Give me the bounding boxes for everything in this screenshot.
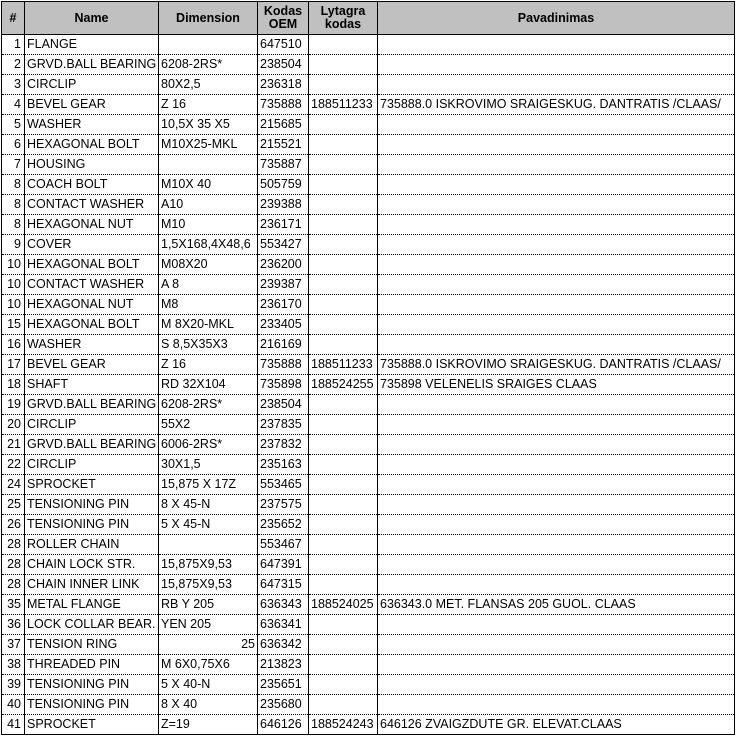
cell-kodas-oem: 237832 (258, 435, 309, 455)
cell-number: 7 (2, 155, 25, 175)
table-row (2, 175, 735, 195)
cell-dimension: 5 X 45-N (159, 515, 258, 535)
cell-dimension: 15,875X9,53 (159, 575, 258, 595)
header-number: # (2, 2, 25, 35)
cell-dimension: 6006-2RS* (159, 435, 258, 455)
cell-number: 19 (2, 395, 25, 415)
cell-lytagra-kodas (309, 415, 378, 435)
cell-lytagra-kodas (309, 275, 378, 295)
cell-name: HEXAGONAL BOLT (25, 255, 159, 275)
cell-dimension: RD 32X104 (159, 375, 258, 395)
cell-dimension: M10X 40 (159, 175, 258, 195)
table-row (2, 415, 735, 435)
cell-name: HEXAGONAL NUT (25, 295, 159, 315)
cell-number: 6 (2, 135, 25, 155)
cell-pavadinimas (378, 215, 735, 235)
cell-lytagra-kodas (309, 695, 378, 715)
table-row (2, 115, 735, 135)
cell-pavadinimas (378, 315, 735, 335)
cell-dimension: 80X2,5 (159, 75, 258, 95)
cell-kodas-oem: 236171 (258, 215, 309, 235)
header-row (2, 2, 735, 35)
cell-kodas-oem: 646126 (258, 715, 309, 735)
cell-dimension (159, 535, 258, 555)
cell-lytagra-kodas: 188511233 (309, 95, 378, 115)
table-row (2, 555, 735, 575)
table-row (2, 475, 735, 495)
cell-pavadinimas (378, 575, 735, 595)
cell-lytagra-kodas: 188524243 (309, 715, 378, 735)
cell-name: WASHER (25, 115, 159, 135)
table-row (2, 615, 735, 635)
cell-number: 40 (2, 695, 25, 715)
table-row (2, 95, 735, 115)
cell-number: 35 (2, 595, 25, 615)
cell-dimension: 30X1,5 (159, 455, 258, 475)
cell-lytagra-kodas (309, 315, 378, 335)
cell-pavadinimas (378, 435, 735, 455)
cell-dimension: Z 16 (159, 355, 258, 375)
cell-number: 28 (2, 535, 25, 555)
cell-name: ROLLER CHAIN (25, 535, 159, 555)
table-row (2, 295, 735, 315)
table-row (2, 55, 735, 75)
cell-number: 10 (2, 275, 25, 295)
cell-name: FLANGE (25, 35, 159, 55)
cell-pavadinimas (378, 455, 735, 475)
table-row (2, 695, 735, 715)
cell-lytagra-kodas (309, 75, 378, 95)
cell-name: CIRCLIP (25, 415, 159, 435)
cell-pavadinimas: 735888.0 ISKROVIMO SRAIGESKUG. DANTRATIS /CLAAS/ (378, 95, 735, 115)
cell-dimension: M 8X20-MKL (159, 315, 258, 335)
table-row (2, 315, 735, 335)
cell-number: 37 (2, 635, 25, 655)
cell-number: 18 (2, 375, 25, 395)
cell-name: SHAFT (25, 375, 159, 395)
cell-kodas-oem: 215685 (258, 115, 309, 135)
cell-dimension: M8 (159, 295, 258, 315)
table-row (2, 255, 735, 275)
table-row (2, 275, 735, 295)
cell-kodas-oem: 235163 (258, 455, 309, 475)
cell-number: 24 (2, 475, 25, 495)
cell-name: LOCK COLLAR BEAR. (25, 615, 159, 635)
cell-lytagra-kodas: 188511233 (309, 355, 378, 375)
cell-name: BEVEL GEAR (25, 95, 159, 115)
table-row (2, 135, 735, 155)
header-kodas-oem: Kodas OEM (258, 2, 309, 35)
cell-name: METAL FLANGE (25, 595, 159, 615)
cell-name: SPROCKET (25, 715, 159, 735)
cell-number: 21 (2, 435, 25, 455)
cell-dimension: M10 (159, 215, 258, 235)
cell-lytagra-kodas (309, 255, 378, 275)
cell-pavadinimas (378, 55, 735, 75)
cell-lytagra-kodas (309, 655, 378, 675)
cell-dimension: M 6X0,75X6 (159, 655, 258, 675)
cell-kodas-oem: 636342 (258, 635, 309, 655)
cell-dimension: Z=19 (159, 715, 258, 735)
cell-kodas-oem: 235651 (258, 675, 309, 695)
cell-pavadinimas (378, 75, 735, 95)
cell-kodas-oem: 237835 (258, 415, 309, 435)
cell-kodas-oem: 647315 (258, 575, 309, 595)
table-row (2, 515, 735, 535)
cell-lytagra-kodas (309, 155, 378, 175)
cell-name: CHAIN INNER LINK (25, 575, 159, 595)
cell-name: THREADED PIN (25, 655, 159, 675)
table-row (2, 235, 735, 255)
cell-dimension: 8 X 40 (159, 695, 258, 715)
cell-number: 3 (2, 75, 25, 95)
cell-pavadinimas (378, 275, 735, 295)
cell-lytagra-kodas (309, 615, 378, 635)
cell-name: WASHER (25, 335, 159, 355)
cell-name: TENSIONING PIN (25, 695, 159, 715)
cell-kodas-oem: 636343 (258, 595, 309, 615)
cell-kodas-oem: 236200 (258, 255, 309, 275)
cell-dimension: S 8,5X35X3 (159, 335, 258, 355)
cell-pavadinimas (378, 415, 735, 435)
table-row (2, 355, 735, 375)
cell-number: 28 (2, 555, 25, 575)
cell-kodas-oem: 235652 (258, 515, 309, 535)
table-row (2, 575, 735, 595)
cell-lytagra-kodas (309, 395, 378, 415)
cell-name: HEXAGONAL NUT (25, 215, 159, 235)
cell-lytagra-kodas (309, 195, 378, 215)
cell-pavadinimas (378, 475, 735, 495)
cell-lytagra-kodas (309, 55, 378, 75)
cell-dimension: 15,875 X 17Z (159, 475, 258, 495)
cell-name: CHAIN LOCK STR. (25, 555, 159, 575)
cell-name: COVER (25, 235, 159, 255)
cell-pavadinimas (378, 235, 735, 255)
header-dimension: Dimension (159, 2, 258, 35)
cell-number: 10 (2, 295, 25, 315)
cell-lytagra-kodas (309, 475, 378, 495)
cell-lytagra-kodas (309, 455, 378, 475)
parts-table (1, 1, 735, 735)
cell-name: SPROCKET (25, 475, 159, 495)
cell-pavadinimas (378, 295, 735, 315)
table-row (2, 155, 735, 175)
cell-kodas-oem: 735887 (258, 155, 309, 175)
cell-number: 22 (2, 455, 25, 475)
cell-number: 5 (2, 115, 25, 135)
cell-number: 8 (2, 175, 25, 195)
cell-kodas-oem: 239388 (258, 195, 309, 215)
cell-pavadinimas (378, 555, 735, 575)
cell-kodas-oem: 735888 (258, 355, 309, 375)
cell-pavadinimas: 636343.0 MET. FLANSAS 205 GUOL. CLAAS (378, 595, 735, 615)
cell-pavadinimas (378, 655, 735, 675)
cell-name: CIRCLIP (25, 75, 159, 95)
cell-name: BEVEL GEAR (25, 355, 159, 375)
cell-dimension: M10X25-MKL (159, 135, 258, 155)
cell-lytagra-kodas (309, 675, 378, 695)
cell-pavadinimas (378, 135, 735, 155)
cell-pavadinimas (378, 255, 735, 275)
cell-number: 38 (2, 655, 25, 675)
cell-pavadinimas (378, 395, 735, 415)
table-row (2, 495, 735, 515)
cell-kodas-oem: 735898 (258, 375, 309, 395)
cell-kodas-oem: 233405 (258, 315, 309, 335)
table-row (2, 655, 735, 675)
cell-pavadinimas (378, 195, 735, 215)
cell-name: GRVD.BALL BEARING (25, 395, 159, 415)
parts-table-sheet (1, 1, 735, 735)
table-row (2, 675, 735, 695)
cell-lytagra-kodas (309, 435, 378, 455)
cell-lytagra-kodas (309, 135, 378, 155)
table-row (2, 35, 735, 55)
table-row (2, 335, 735, 355)
cell-number: 1 (2, 35, 25, 55)
cell-lytagra-kodas (309, 535, 378, 555)
cell-name: CIRCLIP (25, 455, 159, 475)
cell-number: 9 (2, 235, 25, 255)
cell-number: 4 (2, 95, 25, 115)
cell-dimension: A10 (159, 195, 258, 215)
cell-kodas-oem: 553465 (258, 475, 309, 495)
cell-kodas-oem: 216169 (258, 335, 309, 355)
cell-lytagra-kodas (309, 295, 378, 315)
cell-pavadinimas (378, 675, 735, 695)
cell-lytagra-kodas (309, 555, 378, 575)
table-row (2, 375, 735, 395)
cell-kodas-oem: 647510 (258, 35, 309, 55)
cell-dimension: 10,5X 35 X5 (159, 115, 258, 135)
cell-number: 2 (2, 55, 25, 75)
cell-pavadinimas: 735888.0 ISKROVIMO SRAIGESKUG. DANTRATIS /CLAAS/ (378, 355, 735, 375)
cell-lytagra-kodas (309, 635, 378, 655)
cell-kodas-oem: 647391 (258, 555, 309, 575)
table-row (2, 635, 735, 655)
cell-pavadinimas (378, 155, 735, 175)
cell-kodas-oem: 636341 (258, 615, 309, 635)
cell-name: HOUSING (25, 155, 159, 175)
cell-kodas-oem: 553427 (258, 235, 309, 255)
cell-name: CONTACT WASHER (25, 275, 159, 295)
cell-lytagra-kodas (309, 175, 378, 195)
table-row (2, 75, 735, 95)
cell-lytagra-kodas (309, 575, 378, 595)
cell-dimension: 8 X 45-N (159, 495, 258, 515)
cell-number: 17 (2, 355, 25, 375)
cell-name: GRVD.BALL BEARING (25, 435, 159, 455)
cell-kodas-oem: 213823 (258, 655, 309, 675)
cell-dimension: 55X2 (159, 415, 258, 435)
cell-number: 10 (2, 255, 25, 275)
cell-kodas-oem: 553467 (258, 535, 309, 555)
table-row (2, 455, 735, 475)
table-row (2, 195, 735, 215)
cell-number: 26 (2, 515, 25, 535)
cell-lytagra-kodas (309, 235, 378, 255)
cell-pavadinimas (378, 695, 735, 715)
cell-number: 28 (2, 575, 25, 595)
cell-pavadinimas (378, 535, 735, 555)
cell-dimension: 5 X 40-N (159, 675, 258, 695)
cell-dimension: 6208-2RS* (159, 395, 258, 415)
cell-kodas-oem: 236318 (258, 75, 309, 95)
cell-dimension: 1,5X168,4X48,6 (159, 235, 258, 255)
cell-dimension: Z 16 (159, 95, 258, 115)
cell-name: HEXAGONAL BOLT (25, 135, 159, 155)
table-row (2, 535, 735, 555)
table-row (2, 395, 735, 415)
cell-name: TENSION RING (25, 635, 159, 655)
table-row (2, 435, 735, 455)
cell-number: 16 (2, 335, 25, 355)
cell-lytagra-kodas (309, 515, 378, 535)
cell-lytagra-kodas: 188524255 (309, 375, 378, 395)
table-body (2, 35, 735, 735)
cell-lytagra-kodas (309, 35, 378, 55)
cell-pavadinimas (378, 115, 735, 135)
cell-pavadinimas (378, 635, 735, 655)
cell-number: 20 (2, 415, 25, 435)
cell-lytagra-kodas (309, 215, 378, 235)
cell-pavadinimas (378, 495, 735, 515)
cell-dimension: 25 (159, 635, 258, 655)
cell-number: 8 (2, 215, 25, 235)
cell-kodas-oem: 237575 (258, 495, 309, 515)
cell-pavadinimas (378, 35, 735, 55)
cell-pavadinimas (378, 615, 735, 635)
cell-name: COACH BOLT (25, 175, 159, 195)
cell-kodas-oem: 505759 (258, 175, 309, 195)
cell-pavadinimas (378, 175, 735, 195)
cell-pavadinimas: 646126 ZVAIGZDUTE GR. ELEVAT.CLAAS (378, 715, 735, 735)
cell-number: 39 (2, 675, 25, 695)
cell-number: 41 (2, 715, 25, 735)
cell-lytagra-kodas (309, 335, 378, 355)
header-pavadinimas: Pavadinimas (378, 2, 735, 35)
table-row (2, 595, 735, 615)
cell-lytagra-kodas (309, 115, 378, 135)
header-name: Name (25, 2, 159, 35)
cell-pavadinimas (378, 335, 735, 355)
cell-kodas-oem: 236170 (258, 295, 309, 315)
cell-number: 15 (2, 315, 25, 335)
cell-lytagra-kodas: 188524025 (309, 595, 378, 615)
cell-number: 25 (2, 495, 25, 515)
cell-name: CONTACT WASHER (25, 195, 159, 215)
cell-number: 8 (2, 195, 25, 215)
cell-name: TENSIONING PIN (25, 495, 159, 515)
cell-kodas-oem: 238504 (258, 395, 309, 415)
cell-dimension: M08X20 (159, 255, 258, 275)
table-row (2, 215, 735, 235)
cell-kodas-oem: 215521 (258, 135, 309, 155)
cell-lytagra-kodas (309, 495, 378, 515)
table-row (2, 715, 735, 735)
cell-name: GRVD.BALL BEARING (25, 55, 159, 75)
cell-kodas-oem: 238504 (258, 55, 309, 75)
cell-dimension: YEN 205 (159, 615, 258, 635)
cell-name: TENSIONING PIN (25, 675, 159, 695)
cell-name: TENSIONING PIN (25, 515, 159, 535)
cell-dimension: A 8 (159, 275, 258, 295)
cell-pavadinimas: 735898 VELENELIS SRAIGES CLAAS (378, 375, 735, 395)
header-lytagra-kodas: Lytagra kodas (309, 2, 378, 35)
cell-kodas-oem: 235680 (258, 695, 309, 715)
cell-dimension (159, 155, 258, 175)
cell-pavadinimas (378, 515, 735, 535)
cell-number: 36 (2, 615, 25, 635)
cell-kodas-oem: 239387 (258, 275, 309, 295)
cell-dimension: 6208-2RS* (159, 55, 258, 75)
cell-dimension: RB Y 205 (159, 595, 258, 615)
cell-dimension (159, 35, 258, 55)
cell-kodas-oem: 735888 (258, 95, 309, 115)
cell-dimension: 15,875X9,53 (159, 555, 258, 575)
cell-name: HEXAGONAL BOLT (25, 315, 159, 335)
